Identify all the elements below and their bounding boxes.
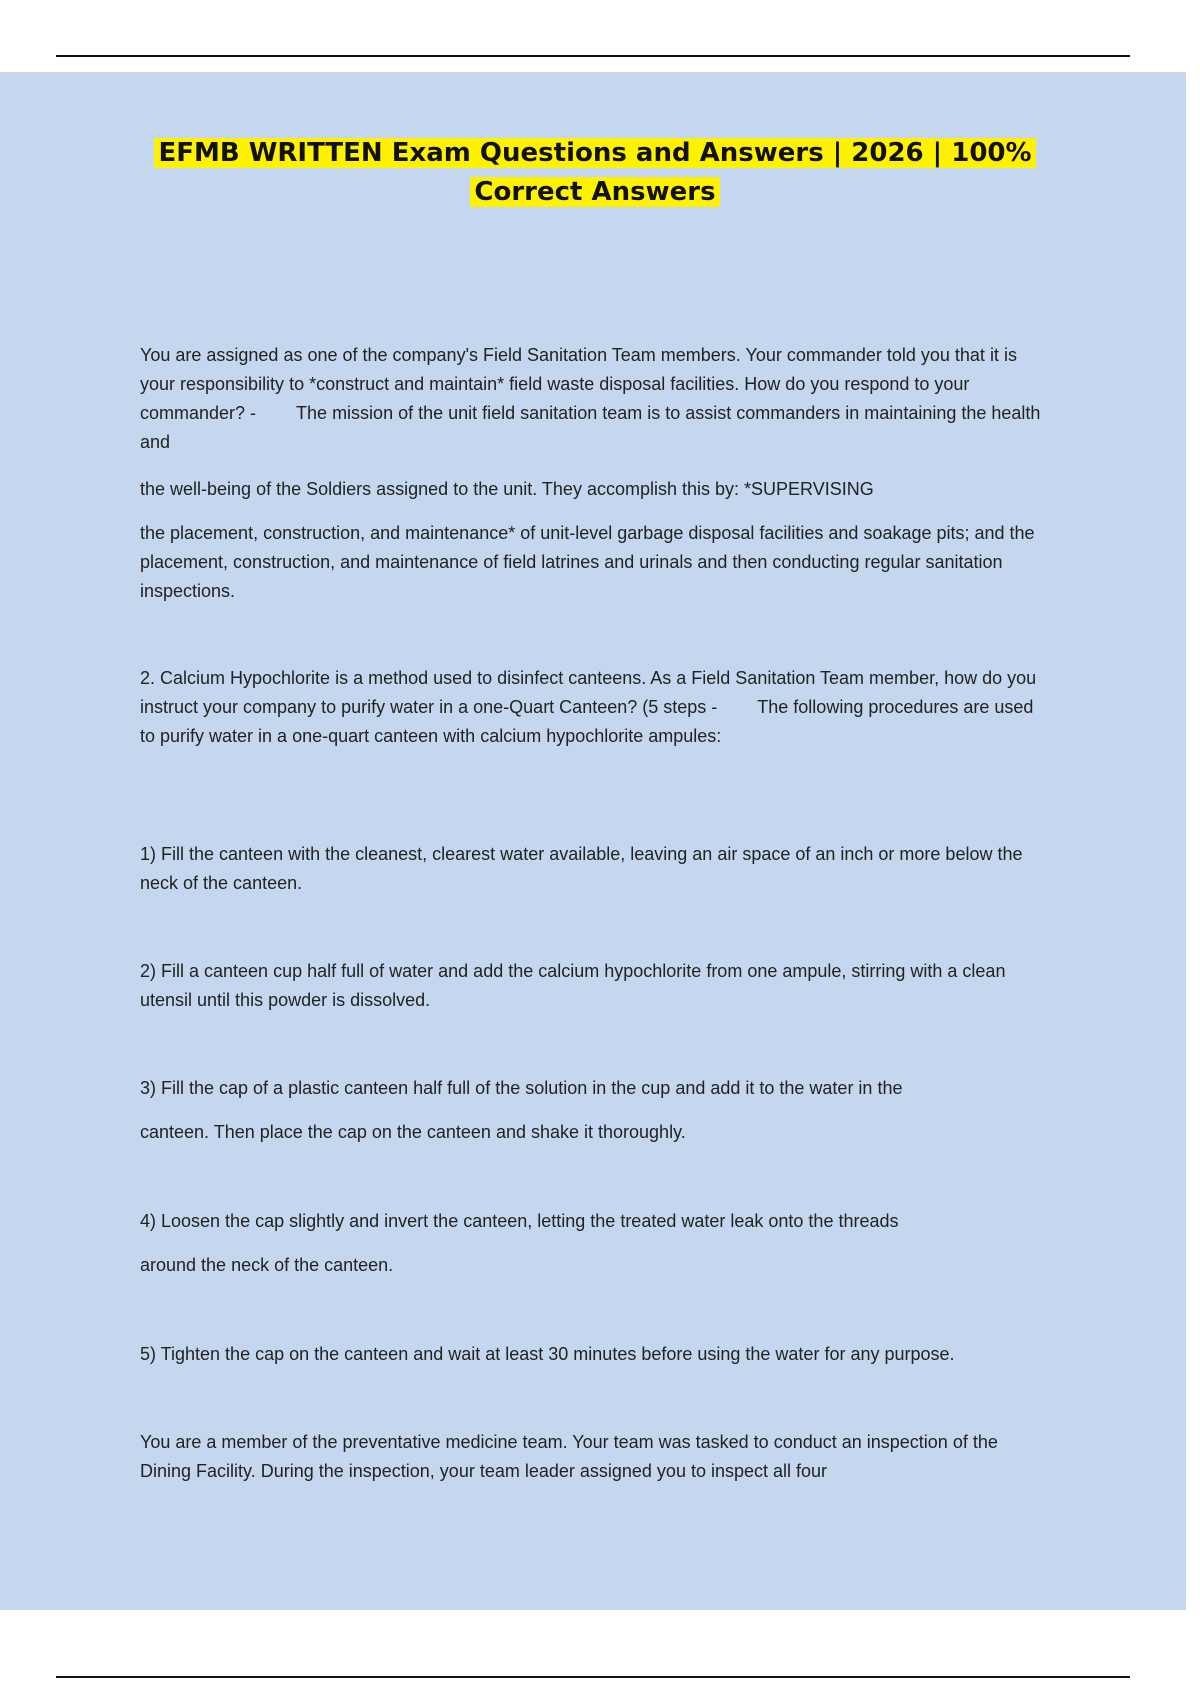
question-1-text: You are assigned as one of the company's Field Sanitation Team members. Your commander told you that it is your responsibility to *construct and maintain* field waste disposal facilities. How do you respond to your commander? - bbox=[140, 345, 1017, 423]
step-4-line-1: 4) Loosen the cap slightly and invert the canteen, letting the treated water leak onto the threads bbox=[140, 1211, 899, 1231]
top-rule bbox=[56, 55, 1130, 57]
step-4-line-2: around the neck of the canteen. bbox=[140, 1255, 394, 1275]
question-1-answer-start: The mission of the unit field sanitation team is to assist commanders in maintaining the health and bbox=[140, 403, 1041, 452]
question-2-paragraph bbox=[140, 664, 1052, 751]
question-1-paragraph bbox=[140, 341, 1052, 457]
answer-1-paragraph-3: the placement, construction, and maintenance* of unit-level garbage disposal facilities and soakage pits; and the placement, construction, and maintenance of field latrines and urinals and then conducting regular sanitation inspections. bbox=[140, 523, 1035, 601]
title-line-1: EFMB WRITTEN Exam Questions and Answers | 2026 | 100% bbox=[154, 138, 1035, 168]
step-3-line-2: canteen. Then place the cap on the canteen and shake it thoroughly. bbox=[140, 1122, 686, 1142]
question-3-paragraph: You are a member of the preventative medicine team. Your team was tasked to conduct an inspection of the Dining Facility. During the inspection, your team leader assigned you to inspect all four bbox=[140, 1432, 998, 1481]
question-2-answer-start: The following procedures are used to purify water in a one-quart canteen with calcium hypochlorite ampules: bbox=[140, 697, 1034, 746]
answer-1-paragraph-2: the well-being of the Soldiers assigned to the unit. They accomplish this by: *SUPERVISING bbox=[140, 479, 874, 499]
question-2-text: 2. Calcium Hypochlorite is a method used to disinfect canteens. As a Field Sanitation Team member, how do you instruct your company to purify water in a one-Quart Canteen? (5 steps - bbox=[140, 668, 1037, 717]
step-3-line-1: 3) Fill the cap of a plastic canteen half full of the solution in the cup and add it to the water in the bbox=[140, 1078, 903, 1098]
bottom-rule bbox=[56, 1676, 1130, 1678]
step-1: 1) Fill the canteen with the cleanest, clearest water available, leaving an air space of an inch or more below the neck of the canteen. bbox=[140, 844, 1023, 893]
page-title bbox=[140, 134, 1050, 212]
step-2: 2) Fill a canteen cup half full of water and add the calcium hypochlorite from one ampule, stirring with a clean utensil until this powder is dissolved. bbox=[140, 961, 1006, 1010]
step-5: 5) Tighten the cap on the canteen and wait at least 30 minutes before using the water for any purpose. bbox=[140, 1344, 955, 1364]
title-line-2: Correct Answers bbox=[470, 177, 719, 207]
